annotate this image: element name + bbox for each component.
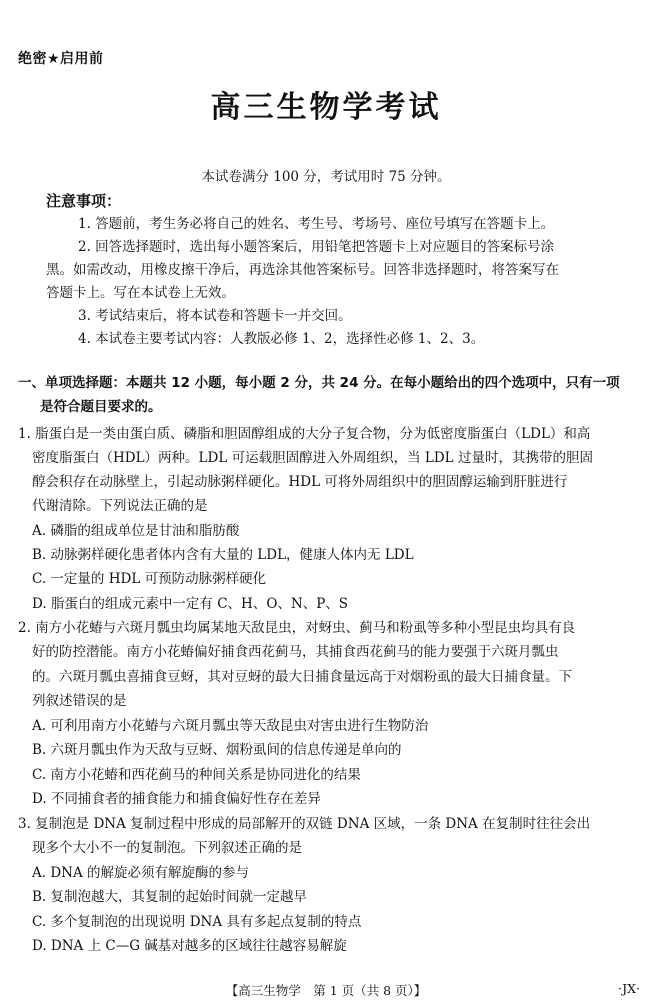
question-stem-line: 醇会积存在动脉壁上，引起动脉粥样硬化。HDL 可将外周组织中的胆固醇运输到肝脏进行 xyxy=(32,474,568,490)
question-stem-line: 的。六斑月瓢虫喜捕食豆蚜，其对豆蚜的最大日捕食量远高于对烟粉虱的最大日捕食量。下 xyxy=(32,669,572,685)
notice-line: 答题卡上。写在本试卷上无效。 xyxy=(46,285,235,301)
notice-line: 4. 本试卷主要考试内容：人教版必修 1、2，选择性必修 1、2、3。 xyxy=(78,331,485,347)
section-heading-cont: 是符合题目要求的。 xyxy=(40,399,162,415)
exam-subtitle: 本试卷满分 100 分，考试用时 75 分钟。 xyxy=(201,169,451,185)
question-stem-line: 密度脂蛋白（HDL）两种。LDL 可运载胆固醇进入外周组织，当 LDL 过量时，其携带的胆固 xyxy=(32,450,593,466)
question-option: A. 可利用南方小花蝽与六斑月瓢虫等天敌昆虫对害虫进行生物防治 xyxy=(32,718,429,734)
question-stem-line: 3. 复制泡是 DNA 复制过程中形成的局部解开的双链 DNA 区域，一条 DNA 在复制时往往会出 xyxy=(18,816,591,832)
question-option: D. DNA 上 C—G 碱基对越多的区域往往越容易解旋 xyxy=(32,938,347,954)
question-option: B. 动脉粥样硬化患者体内含有大量的 LDL，健康人体内无 LDL xyxy=(32,547,414,563)
question-option: C. 南方小花蝽和西花蓟马的种间关系是协同进化的结果 xyxy=(32,767,361,783)
question-option: A. DNA 的解旋必须有解旋酶的参与 xyxy=(32,865,250,881)
notice-line: 1. 答题前，考生务必将自己的姓名、考生号、考场号、座位号填写在答题卡上。 xyxy=(78,216,555,232)
question-stem-line: 现多个大小不一的复制泡。下列叙述正确的是 xyxy=(32,840,302,856)
page-footer: 【高三生物学 第 1 页（共 8 页）】 xyxy=(225,983,427,998)
question-option: A. 磷脂的组成单位是甘油和脂肪酸 xyxy=(32,523,240,539)
question-option: B. 复制泡越大，其复制的起始时间就一定越早 xyxy=(32,889,308,905)
notice-line: 2. 回答选择题时，选出每小题答案后，用铅笔把答题卡上对应题目的答案标号涂 xyxy=(78,239,555,255)
question-stem-line: 好的防控潜能。南方小花蝽偏好捕食西花蓟马，其捕食西花蓟马的能力要强于六斑月瓢虫 xyxy=(32,644,559,660)
question-option: D. 脂蛋白的组成元素中一定有 C、H、O、N、P、S xyxy=(32,596,349,612)
question-stem-line: 1. 脂蛋白是一类由蛋白质、磷脂和胆固醇组成的大分子复合物，分为低密度脂蛋白（LDL）和高 xyxy=(18,426,591,442)
question-stem-line: 列叙述错误的是 xyxy=(32,693,127,709)
question-stem-line: 代谢清除。下列说法正确的是 xyxy=(32,498,208,514)
question-option: B. 六斑月瓢虫作为天敌与豆蚜、烟粉虱间的信息传递是单向的 xyxy=(32,742,402,758)
notice-heading: 注意事项： xyxy=(46,192,122,210)
section-heading: 一、单项选择题：本题共 12 小题，每小题 2 分，共 24 分。在每小题给出的四个选项中，只有一项 xyxy=(18,375,620,391)
page-title: 高三生物学考试 xyxy=(210,90,442,125)
secret-mark: 绝密★启用前 xyxy=(18,51,104,67)
question-option: C. 一定量的 HDL 可预防动脉粥样硬化 xyxy=(32,571,267,587)
notice-line: 黑。如需改动，用橡皮擦干净后，再选涂其他答案标号。回答非选择题时，将答案写在 xyxy=(46,262,559,278)
question-option: D. 不同捕食者的捕食能力和捕食偏好性存在差异 xyxy=(32,791,321,807)
question-stem-line: 2. 南方小花蝽与六斑月瓢虫均属某地天敌昆虫，对蚜虫、蓟马和粉虱等多种小型昆虫均具有良 xyxy=(18,620,576,636)
question-option: C. 多个复制泡的出现说明 DNA 具有多起点复制的特点 xyxy=(32,914,362,930)
notice-line: 3. 考试结束后，将本试卷和答题卡一并交回。 xyxy=(78,308,352,324)
footer-code: ·JX· xyxy=(618,981,640,996)
